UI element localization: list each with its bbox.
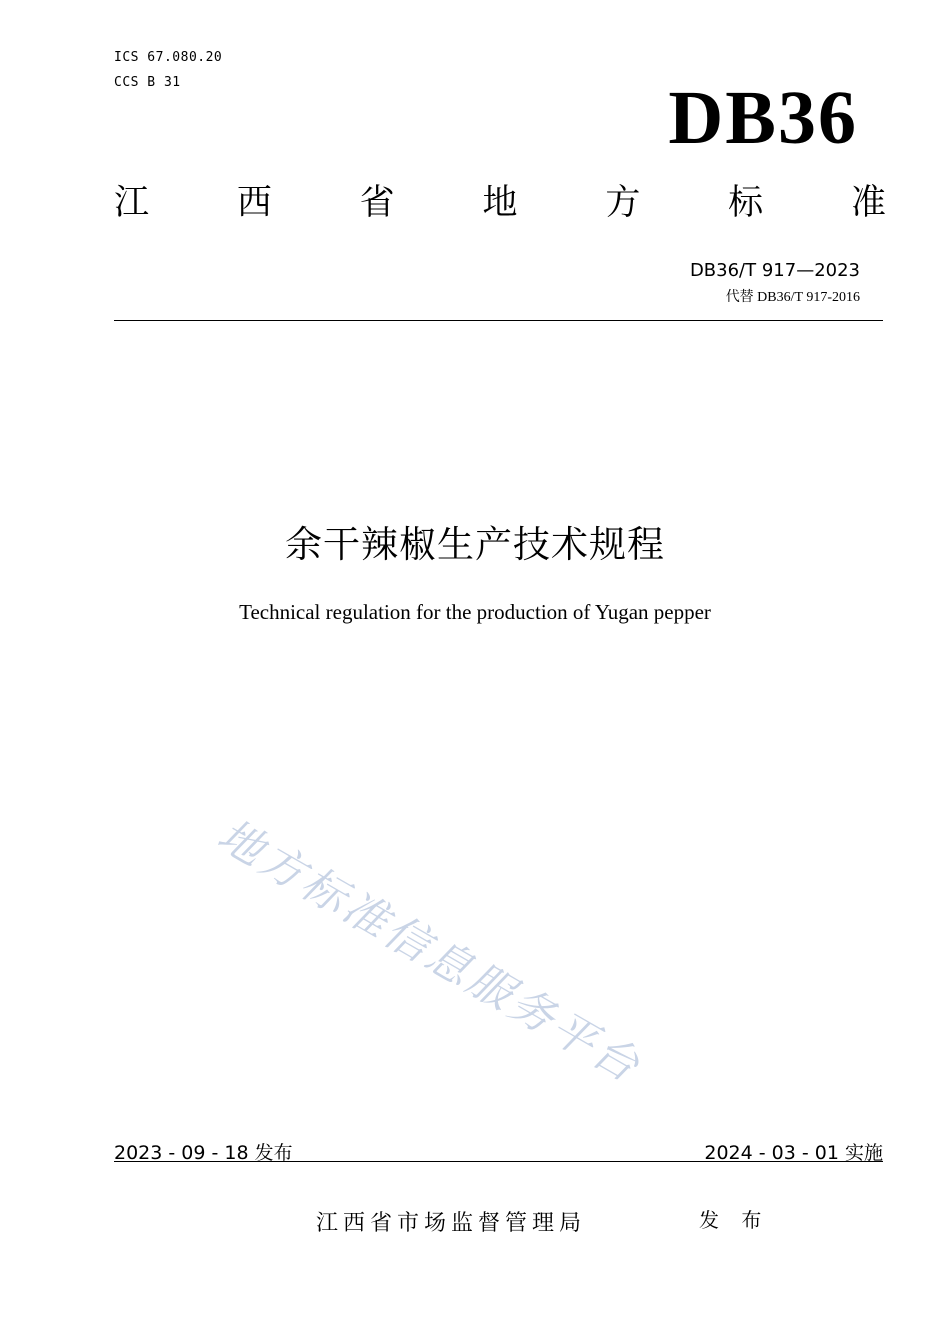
standard-type-char: 地 <box>482 183 518 223</box>
standard-number: DB36/T 917—2023 <box>689 260 860 281</box>
standard-code-mark: DB36 <box>668 76 858 160</box>
publish-date: 2023 - 09 - 18 发布 <box>114 1142 293 1164</box>
standard-type-char: 西 <box>236 183 272 223</box>
standard-type-char: 标 <box>728 183 764 223</box>
standard-type-char: 省 <box>359 183 395 223</box>
document-title-chinese: 余干辣椒生产技术规程 <box>285 523 665 566</box>
top-divider <box>114 320 883 321</box>
issue-label: 发 布 <box>699 1208 770 1232</box>
effective-date: 2024 - 03 - 01 实施 <box>704 1142 883 1164</box>
replaces-standard: 代替 DB36/T 917-2016 <box>725 290 860 305</box>
ics-code: ICS 67.080.20 <box>114 50 223 65</box>
standard-type-char: 准 <box>850 183 886 223</box>
standard-type-heading <box>114 183 886 223</box>
ccs-code: CCS B 31 <box>114 75 181 90</box>
issuing-authority: 江西省市场监督管理局 <box>316 1211 587 1236</box>
bottom-divider <box>114 1161 883 1162</box>
watermark-text: 地方标准信息服务平台 <box>209 809 651 1094</box>
standard-type-char: 方 <box>605 183 641 223</box>
standard-type-char: 江 <box>114 183 150 223</box>
document-title-english: Technical regulation for the production of Yugan pepper <box>239 600 711 624</box>
